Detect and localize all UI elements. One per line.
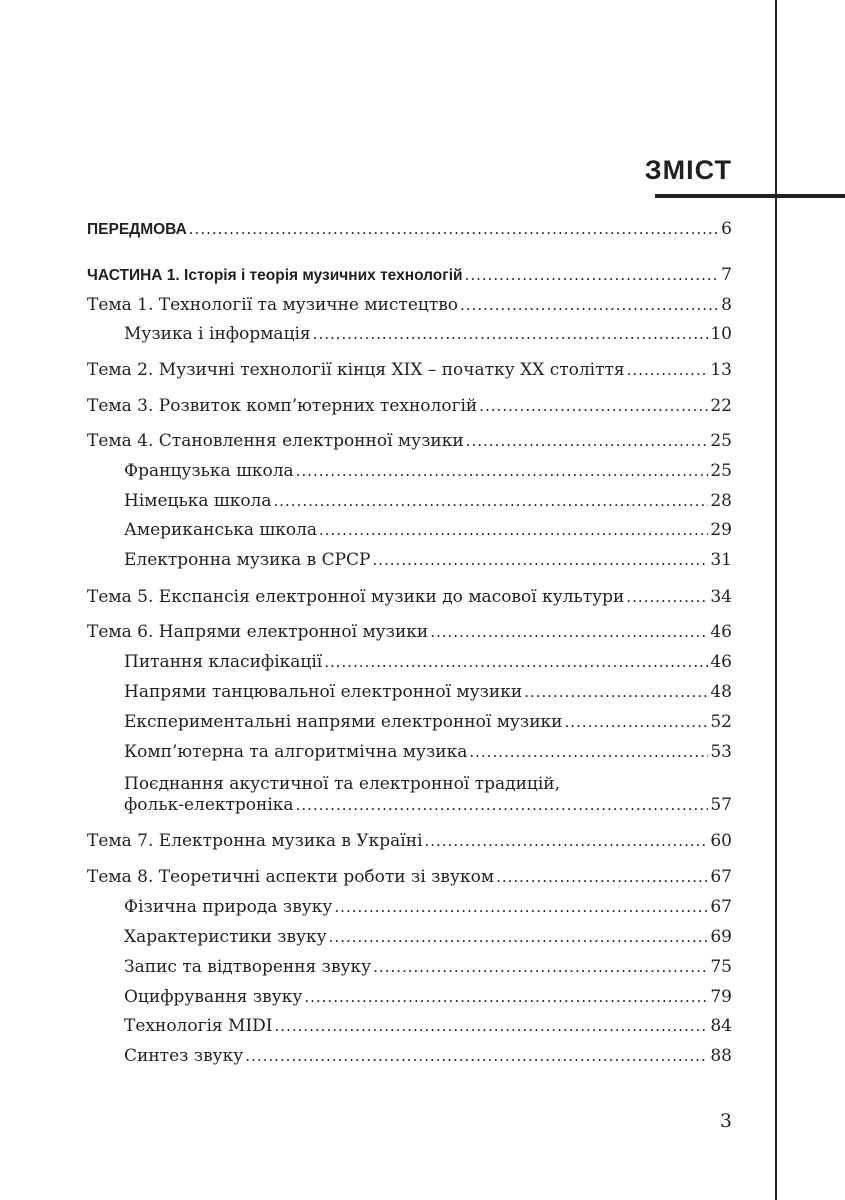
toc-entry-label: Комп’ютерна та алгоритмічна музика (124, 742, 468, 762)
toc-entry-label: Синтез звуку (124, 1046, 244, 1066)
toc-entry-label: Тема 3. Розвиток комп’ютерних технологій (87, 396, 478, 416)
toc-subentry[interactable] (124, 895, 732, 919)
leader-dots (296, 793, 709, 817)
toc-entry-page: 46 (710, 652, 732, 672)
toc-entry-label: Тема 8. Теоретичні аспекти роботи зі звуком (87, 867, 495, 887)
toc-entry-page: 13 (710, 360, 732, 380)
leader-dots (329, 925, 709, 949)
toc-entry-page: 22 (710, 396, 732, 416)
page-number: 3 (719, 1110, 732, 1132)
toc-subentry[interactable] (124, 740, 732, 764)
toc-entry-topic-1[interactable] (87, 293, 732, 317)
toc-subentry[interactable] (124, 548, 732, 572)
toc-entry-label: Тема 7. Електронна музика в Україні (87, 831, 423, 851)
toc-entry-topic-8[interactable] (87, 865, 732, 889)
toc-entry-page: 25 (710, 461, 732, 481)
leader-dots (469, 740, 708, 764)
leader-dots (496, 865, 708, 889)
toc-entry-label: Тема 1. Технології та музичне мистецтво (87, 295, 459, 315)
toc-entry-topic-5[interactable] (87, 585, 732, 609)
toc-entry-page: 8 (721, 295, 732, 315)
toc-subentry[interactable] (124, 1044, 732, 1068)
toc-subentry-label-line1: Поєднання акустичної та електронної традицій, (124, 774, 561, 794)
toc-entry-label: Американська школа (124, 520, 318, 540)
leader-dots (334, 895, 708, 919)
toc-subentry[interactable] (124, 985, 732, 1009)
leader-dots (466, 429, 709, 453)
toc-entry-page: 60 (710, 831, 732, 851)
toc-entry-label: Оцифрування звуку (124, 987, 303, 1007)
toc-subentry[interactable] (124, 650, 732, 674)
toc-entry-label: Характеристики звуку (124, 927, 327, 947)
toc-entry-page: 69 (710, 927, 732, 947)
toc-entry-topic-3[interactable] (87, 394, 732, 418)
toc-entry-page: 46 (710, 622, 732, 642)
toc-entry-label: ПЕРЕДМОВА (87, 221, 187, 238)
leader-dots (425, 829, 709, 853)
toc-subentry[interactable] (124, 489, 732, 513)
toc-entry-page: 67 (710, 897, 732, 917)
leader-dots (304, 985, 708, 1009)
leader-dots (324, 650, 708, 674)
toc-subentry[interactable] (124, 710, 732, 734)
leader-dots (465, 263, 720, 287)
leader-dots (430, 620, 708, 644)
toc-entry-part-1[interactable] (87, 263, 732, 288)
toc-entry-label: Тема 5. Експансія електронної музики до масової культури (87, 587, 625, 607)
toc-entry-page: 25 (710, 431, 732, 451)
toc-entry-topic-6[interactable] (87, 620, 732, 644)
toc-entry-page: 57 (710, 795, 732, 815)
toc-entry-label: Тема 4. Становлення електронної музики (87, 431, 464, 451)
toc-entry-page: 6 (721, 219, 732, 239)
toc-subentry[interactable] (124, 955, 732, 979)
toc-entry-page: 29 (710, 520, 732, 540)
toc-entry-label: ЧАСТИНА 1. Історія і теорія музичних технологій (87, 267, 463, 284)
toc-entry-label: Експериментальні напрями електронної музики (124, 712, 563, 732)
toc-subentry[interactable] (124, 680, 732, 704)
toc-entry-topic-2[interactable] (87, 358, 732, 382)
leader-dots (479, 394, 708, 418)
leader-dots (627, 358, 709, 382)
toc-entry-page: 75 (710, 957, 732, 977)
leader-dots (373, 955, 708, 979)
leader-dots (275, 1014, 709, 1038)
toc-subentry[interactable] (124, 518, 732, 542)
toc-entry-label: Питання класифікації (124, 652, 323, 672)
leader-dots (524, 680, 708, 704)
leader-dots (313, 322, 709, 346)
toc-entry-label: Запис та відтворення звуку (124, 957, 372, 977)
toc-entry-page: 31 (710, 550, 732, 570)
toc-entry-label: Електронна музика в СРСР (124, 550, 371, 570)
leader-dots (274, 489, 709, 513)
toc-entry-page: 10 (710, 324, 732, 344)
toc-entry-label: Напрями танцювальної електронної музики (124, 682, 523, 702)
toc-subentry[interactable] (124, 459, 732, 483)
toc-entry-label: Технологія MIDI (124, 1016, 273, 1036)
toc-entry-page: 28 (710, 491, 732, 511)
leader-dots (626, 585, 708, 609)
page-title: ЗМІСТ (644, 155, 732, 185)
toc-entry-label: Музика і інформація (124, 324, 311, 344)
toc-entry-topic-4[interactable] (87, 429, 732, 453)
toc-subentry[interactable] (124, 1014, 732, 1038)
leader-dots (319, 518, 708, 542)
toc-entry-topic-7[interactable] (87, 829, 732, 853)
leader-dots (296, 459, 709, 483)
toc-subentry[interactable] (124, 925, 732, 949)
toc-entry-label: Німецька школа (124, 491, 272, 511)
toc-entry-page: 79 (710, 987, 732, 1007)
leader-dots (189, 217, 719, 241)
toc-entry-label: Французька школа (124, 461, 294, 481)
toc-entry-label: Тема 6. Напрями електронної музики (87, 622, 429, 642)
leader-dots (565, 710, 709, 734)
toc-entry-page: 67 (710, 867, 732, 887)
toc-entry-page: 34 (710, 587, 732, 607)
toc-entry-label: Фізична природа звуку (124, 897, 333, 917)
leader-dots (245, 1044, 708, 1068)
toc-entry-page: 52 (710, 712, 732, 732)
toc-entry-foreword[interactable] (87, 217, 732, 242)
toc-entry-page: 53 (710, 742, 732, 762)
toc-entry-page: 48 (710, 682, 732, 702)
leader-dots (460, 293, 719, 317)
toc-entry-label: Тема 2. Музичні технології кінця XIX – початку XX століття (87, 360, 625, 380)
toc-subentry[interactable] (124, 322, 732, 346)
toc-subentry[interactable] (124, 793, 732, 817)
leader-dots (372, 548, 708, 572)
toc-entry-page: 88 (710, 1046, 732, 1066)
toc-entry-label: фольк-електроніка (124, 795, 294, 815)
toc-entry-page: 7 (721, 265, 732, 285)
toc-entry-page: 84 (710, 1016, 732, 1036)
